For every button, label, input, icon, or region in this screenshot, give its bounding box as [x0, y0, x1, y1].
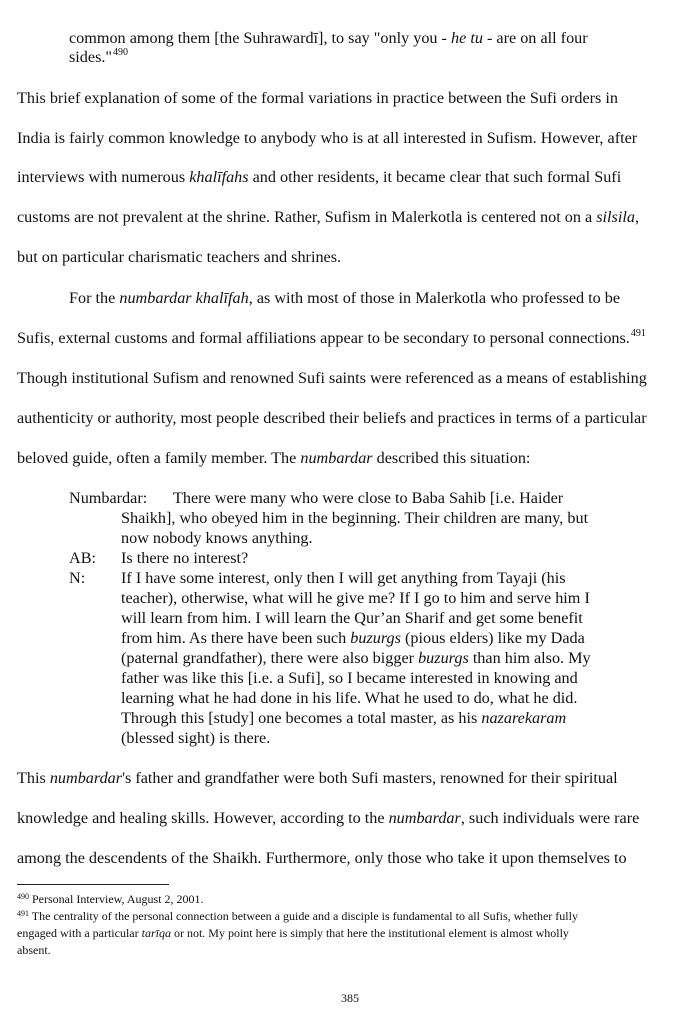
text-span: , such individuals were rare: [460, 809, 640, 827]
text-span: 's father and grandfather were both Sufi masters, renowned for their spiritual: [122, 769, 618, 787]
text-span: For the: [69, 289, 120, 307]
body-line: among the descendents of the Shaikh. Furthermore, only those who take it upon themselves to: [17, 849, 627, 867]
text-span: interviews with numerous: [17, 168, 190, 186]
interview-line: [121, 628, 585, 648]
text-span: Through this [study] one becomes a total master, as his: [121, 709, 482, 727]
body-line: [17, 768, 618, 788]
italic-term: buzurgs: [418, 649, 469, 667]
text-span: common among them [the Suhrawardī], to say "only you -: [69, 29, 451, 47]
interview-line: (blessed sight) is there.: [121, 729, 271, 747]
italic-term: tarīqa: [141, 926, 171, 940]
interview-line: teacher), otherwise, what will he give me? If I go to him and serve him I: [121, 589, 590, 607]
body-line: authenticity or authority, most people described their beliefs and practices in terms of a particular: [17, 409, 647, 427]
speaker-label: N:: [69, 569, 86, 587]
body-line: [17, 808, 639, 828]
text-span: and other residents, it became clear that such formal Sufi: [248, 168, 622, 186]
italic-term: silsila: [596, 208, 635, 226]
body-line: [17, 207, 639, 227]
body-line: [17, 167, 621, 187]
interview-line: will learn from him. I will learn the Qur’an Sharif and get some benefit: [121, 609, 583, 627]
text-span: ,: [634, 208, 639, 226]
interview-line: [69, 568, 566, 588]
italic-term: numbardar khalīfah: [119, 289, 249, 307]
footnote-ref: 490: [113, 47, 129, 58]
text-span: - are on all four: [482, 29, 588, 47]
italic-term: numbardar: [388, 809, 461, 827]
text-span: If I have some interest, only then I will get anything from Tayaji (his: [121, 569, 566, 587]
quote-line: [69, 47, 128, 70]
text-span: than him also. My: [468, 649, 591, 667]
quote-line: [69, 28, 588, 48]
text-span: described this situation:: [372, 449, 531, 467]
interview-line: now nobody knows anything.: [121, 529, 313, 547]
footnote-number: 490: [17, 892, 29, 901]
footnote-number: 491: [17, 909, 29, 918]
italic-term: buzurgs: [350, 629, 401, 647]
text-span: Is there no interest?: [121, 549, 249, 567]
footnote-line: absent.: [17, 943, 51, 957]
text-span: from him. As there have been such: [121, 629, 351, 647]
text-span: (pious elders) like my Dada: [400, 629, 585, 647]
interview-line: [121, 648, 591, 668]
text-span: This: [17, 769, 50, 787]
footnote: [17, 908, 578, 926]
italic-term: he tu: [451, 29, 483, 47]
interview-line: father was like this [i.e. a Sufi], so I became interested in knowing and: [121, 669, 578, 687]
text-span: (paternal grandfather), there were also bigger: [121, 649, 419, 667]
italic-term: numbardar: [300, 449, 373, 467]
interview-line: learning what he had done in his life. What he used to do, what he did.: [121, 689, 578, 707]
footnote: [17, 891, 204, 909]
interview-line: [121, 708, 566, 728]
text-span: , as with most of those in Malerkotla who professed to be: [248, 289, 621, 307]
body-line: but on particular charismatic teachers and shrines.: [17, 248, 342, 266]
body-line: This brief explanation of some of the formal variations in practice between the Sufi orders in: [17, 89, 618, 107]
footnote-text: The centrality of the personal connection between a guide and a disciple is fundamental to all Sufis, whether fully: [29, 909, 578, 923]
text-span: customs are not prevalent at the shrine. Rather, Sufism in Malerkotla is centered not on a: [17, 208, 597, 226]
text-span: There were many who were close to Baba Sahib [i.e. Haider: [173, 489, 564, 507]
footnote-ref: 491: [630, 328, 646, 339]
footnote-divider: [17, 884, 169, 885]
italic-term: numbardar: [49, 769, 123, 787]
text-span: beloved guide, often a family member. The: [17, 449, 301, 467]
italic-term: khalīfahs: [189, 168, 249, 186]
italic-term: nazarekaram: [481, 709, 567, 727]
text-span: Sufis, external customs and formal affiliations appear to be secondary to personal connections.: [17, 329, 630, 347]
interview-line: [69, 548, 248, 568]
footnote-text: Personal Interview, August 2, 2001.: [29, 892, 204, 906]
text-span: knowledge and healing skills. However, according to the: [17, 809, 389, 827]
body-line: [17, 448, 530, 468]
body-line: [69, 288, 620, 308]
speaker-label: Numbardar:: [69, 489, 148, 507]
body-line: Though institutional Sufism and renowned Sufi saints were referenced as a means of establishing: [17, 369, 647, 387]
speaker-label: AB:: [69, 549, 96, 567]
page-number: 385: [341, 991, 359, 1005]
footnote-text: engaged with a particular: [17, 926, 142, 940]
text-span: sides.": [69, 48, 113, 66]
footnote-line: [17, 925, 569, 941]
interview-line: [69, 488, 563, 508]
body-line: India is fairly common knowledge to anybody who is at all interested in Sufism. However, after: [17, 129, 638, 147]
footnote-text: or not. My point here is simply that here the institutional element is almost wholly: [170, 926, 569, 940]
body-line: [17, 328, 646, 351]
interview-line: Shaikh], who obeyed him in the beginning. Their children are many, but: [121, 509, 589, 527]
